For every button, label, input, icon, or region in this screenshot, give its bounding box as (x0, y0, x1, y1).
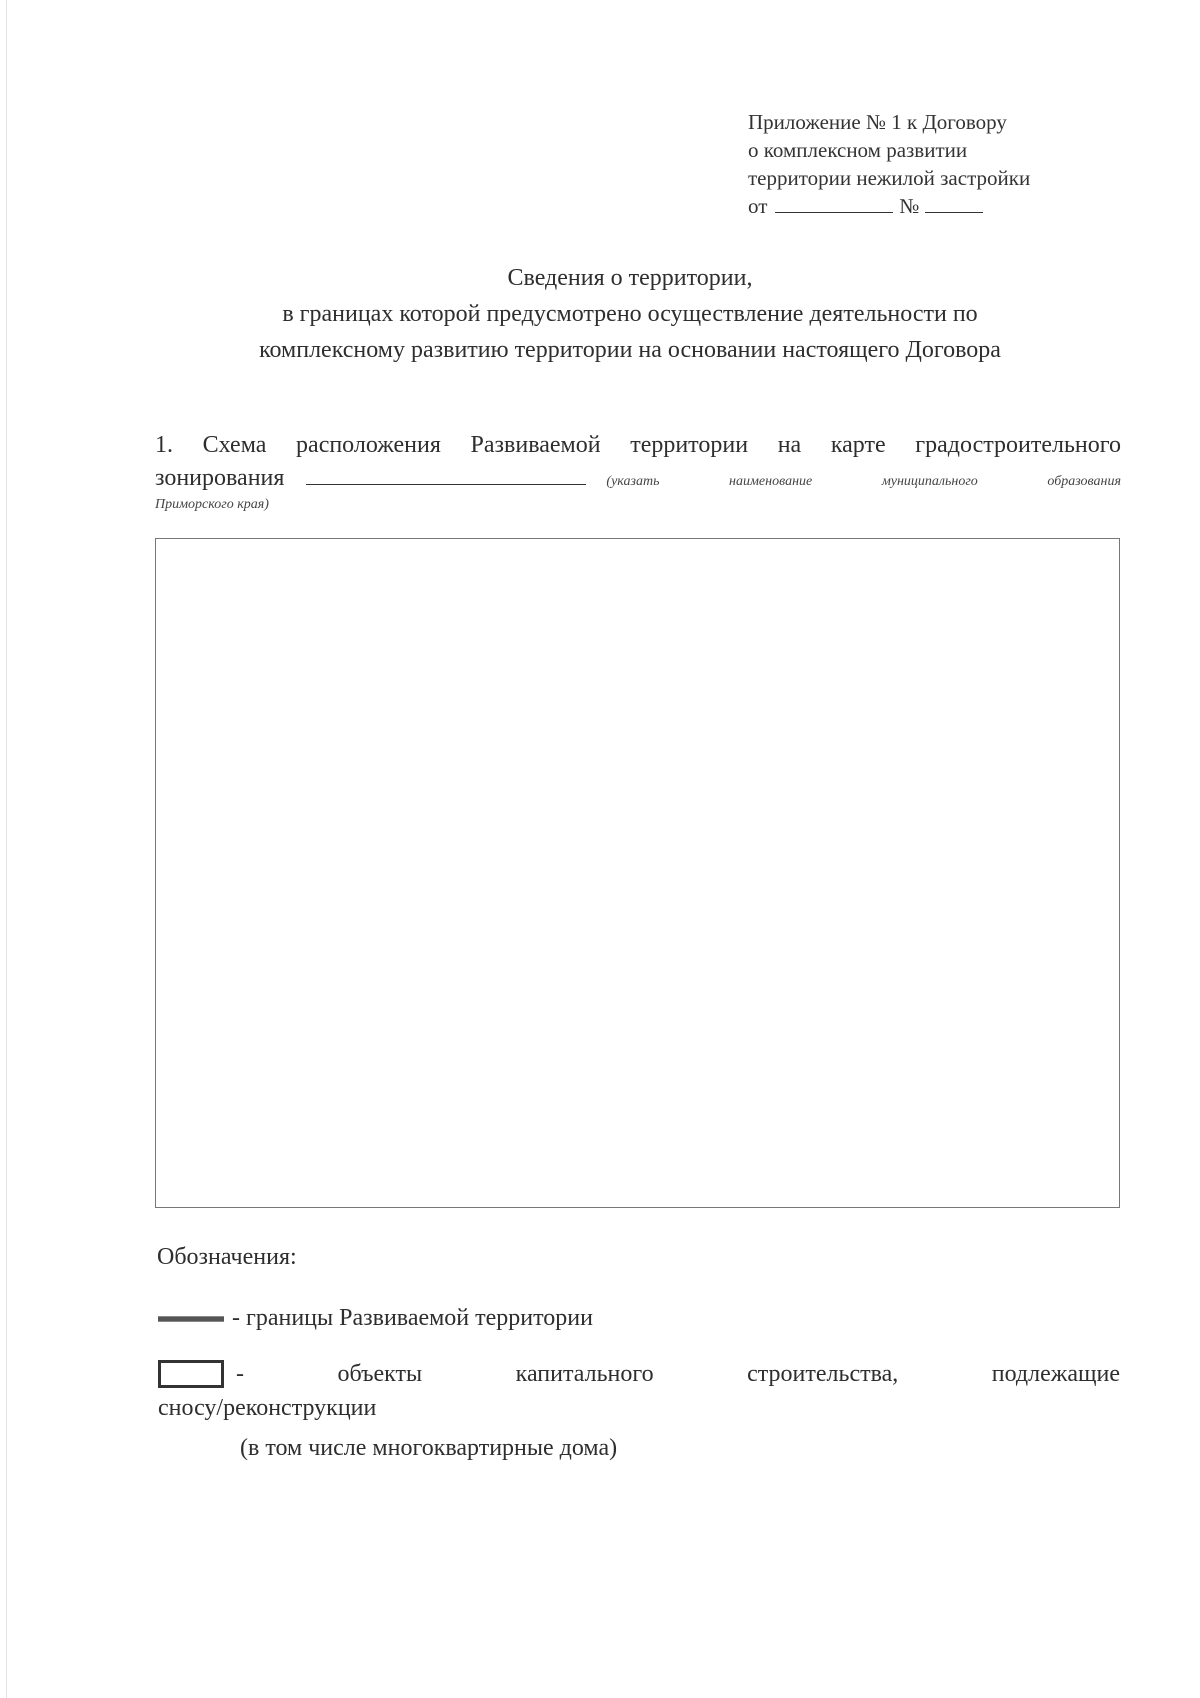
number-blank (925, 194, 983, 213)
legend-title: Обозначения: (157, 1244, 297, 1270)
title-line-3: комплексному развитию территории на основании настоящего Договора (259, 337, 1001, 363)
legend-item-boundary (158, 1305, 593, 1332)
title-line-2: в границах которой предусмотрено осуществление деятельности по (282, 301, 978, 327)
municipality-note-cont: Приморского края) (155, 497, 269, 512)
boundary-line-symbol (158, 1316, 224, 1322)
title-line-1: Сведения о территории, (507, 265, 753, 291)
objects-word-4: подлежащие (991, 1360, 1120, 1387)
municipality-note (606, 465, 1121, 499)
note-word-4: образования (1047, 474, 1121, 489)
objects-word-2: капитального (515, 1360, 654, 1387)
document-title (150, 260, 1110, 368)
note-word-3: муниципального (881, 474, 978, 489)
annex-header (748, 108, 1030, 220)
annex-line-2: о комплексном развитии (748, 138, 968, 162)
section-1-heading: 1. Схема расположения Развиваемой территории на карте градостроительного (155, 432, 1121, 458)
annex-line-4 (748, 192, 1030, 220)
annex-line-3: территории нежилой застройки (748, 166, 1031, 190)
scan-edge (6, 0, 7, 1698)
map-frame (155, 538, 1120, 1208)
object-rectangle-symbol (158, 1360, 224, 1388)
note-word-1: (указать (606, 474, 660, 489)
legend-item-objects-note: (в том числе многоквартирные дома) (240, 1435, 618, 1461)
zoning-label: зонирования (155, 465, 285, 491)
legend-item-objects-lead (158, 1360, 244, 1388)
legend-item-objects (158, 1360, 1120, 1388)
objects-word-1: объекты (337, 1360, 423, 1387)
legend-item-objects-cont: сносу/реконструкции (158, 1395, 377, 1421)
legend-dash: - (236, 1360, 244, 1387)
note-word-2: наименование (729, 474, 813, 489)
objects-word-3: строительства, (747, 1360, 899, 1387)
annex-line-1: Приложение № 1 к Договору (748, 110, 1007, 134)
from-label: от (748, 194, 768, 218)
number-label: № (899, 194, 920, 218)
municipality-blank (306, 462, 586, 485)
date-blank (775, 194, 893, 213)
legend-item-boundary-label: - границы Развиваемой территории (232, 1305, 593, 1331)
section-1-heading-cont (155, 461, 1121, 499)
